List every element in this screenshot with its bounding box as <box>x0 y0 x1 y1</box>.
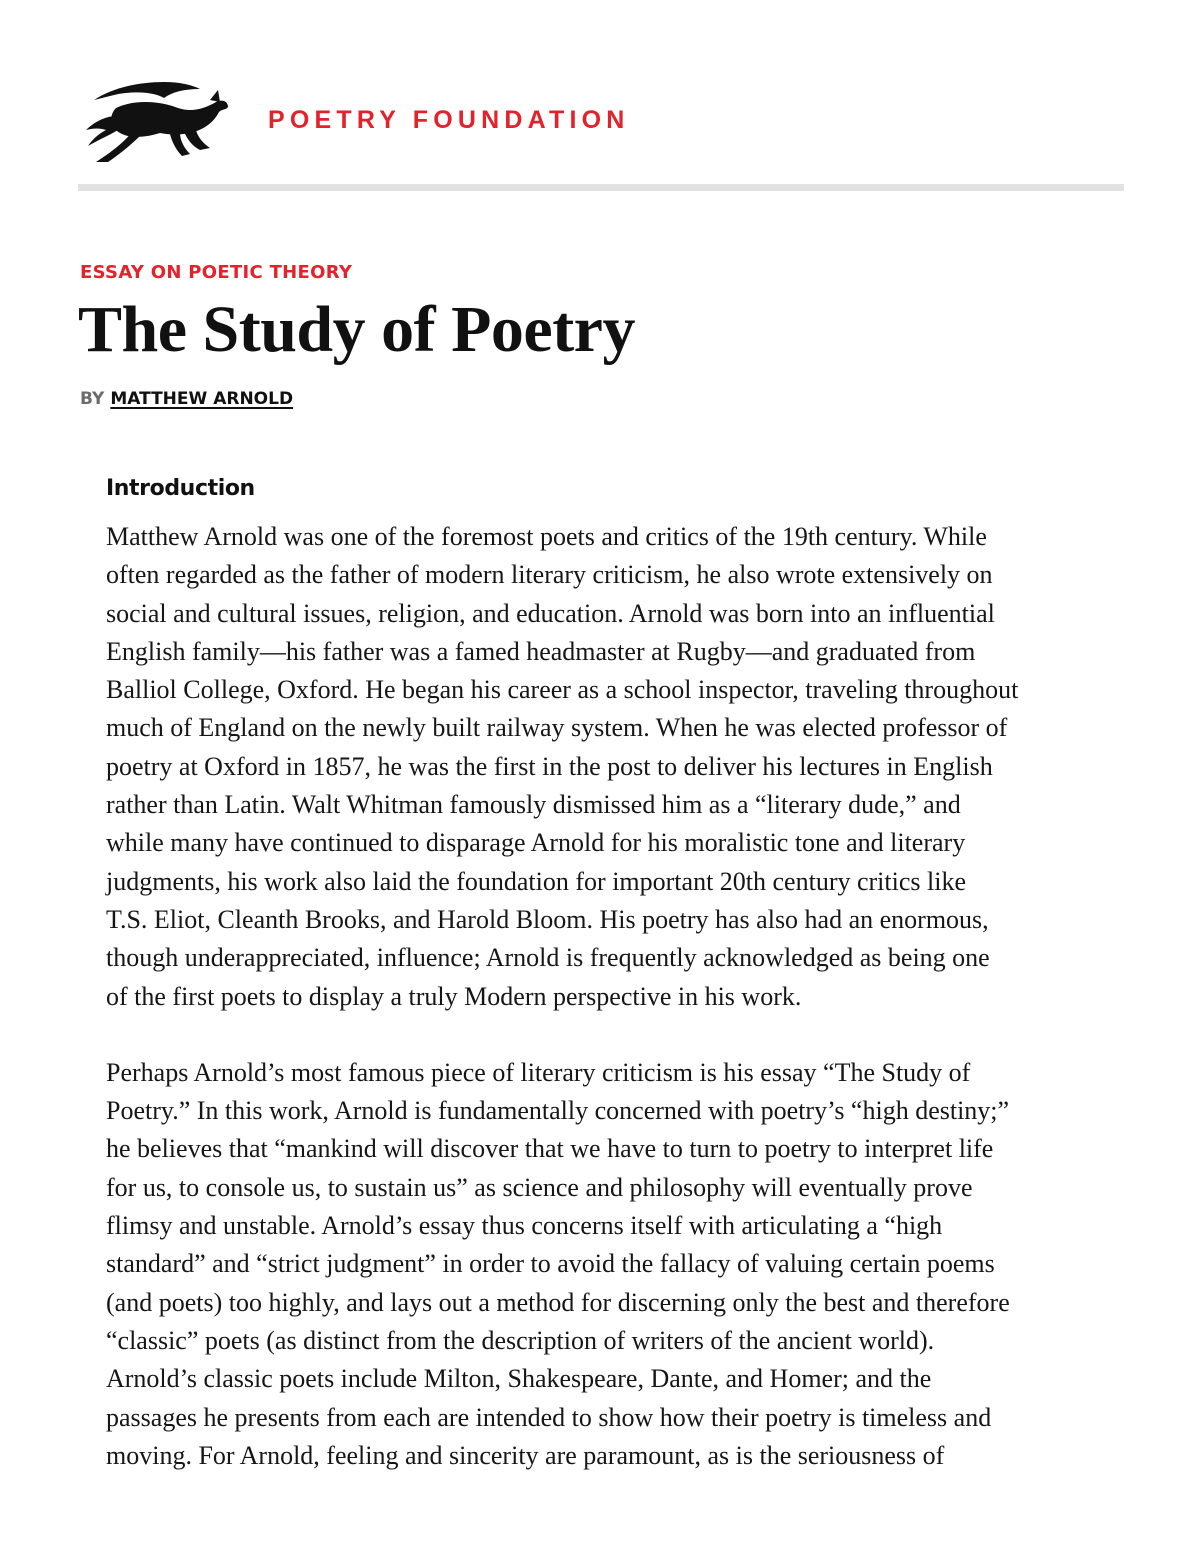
text-line: English family—his father was a famed headmaster at Rugby—and graduated from <box>106 636 976 666</box>
text-line: “classic” poets (as distinct from the description of writers of the ancient world). <box>106 1325 935 1355</box>
text-line: (and poets) too highly, and lays out a method for discerning only the best and therefore <box>106 1287 1010 1317</box>
text-line: rather than Latin. Walt Whitman famously dismissed him as a “literary dude,” and <box>106 790 961 820</box>
article-category: ESSAY ON POETIC THEORY <box>80 262 353 283</box>
article-body <box>106 518 1106 1475</box>
text-line: Perhaps Arnold’s most famous piece of literary criticism is his essay “The Study of <box>106 1057 971 1087</box>
text-line: much of England on the newly built railway system. When he was elected professor of <box>106 713 1008 743</box>
brand-name[interactable]: POETRY FOUNDATION <box>268 106 630 134</box>
section-heading: Introduction <box>106 476 255 501</box>
text-line: Arnold’s classic poets include Milton, Shakespeare, Dante, and Homer; and the <box>106 1364 932 1394</box>
text-line: moving. For Arnold, feeling and sincerity are paramount, as is the seriousness of <box>106 1440 945 1470</box>
byline-prefix: BY <box>80 389 105 409</box>
header-divider <box>78 184 1124 191</box>
byline <box>80 389 293 409</box>
text-line: passages he presents from each are intended to show how their poetry is timeless and <box>106 1402 992 1432</box>
text-line: while many have continued to disparage Arnold for his moralistic tone and literary <box>106 828 966 858</box>
text-line: standard” and “strict judgment” in order to avoid the fallacy of valuing certain poems <box>106 1249 995 1279</box>
text-line: he believes that “mankind will discover that we have to turn to poetry to interpret life <box>106 1134 994 1164</box>
page-title: The Study of Poetry <box>78 293 635 366</box>
paragraph <box>106 518 1106 1016</box>
text-line: often regarded as the father of modern literary criticism, he also wrote extensively on <box>106 560 993 590</box>
text-line: flimsy and unstable. Arnold’s essay thus concerns itself with articulating a “high <box>106 1211 943 1241</box>
site-header <box>78 72 1124 172</box>
text-line: Poetry.” In this work, Arnold is fundamentally concerned with poetry’s “high destiny;” <box>106 1096 1010 1126</box>
pegasus-icon[interactable] <box>80 78 230 164</box>
text-line: judgments, his work also laid the foundation for important 20th century critics like <box>106 866 966 896</box>
author-link[interactable]: MATTHEW ARNOLD <box>110 389 294 409</box>
text-line: T.S. Eliot, Cleanth Brooks, and Harold Bloom. His poetry has also had an enormous, <box>106 904 989 934</box>
text-line: poetry at Oxford in 1857, he was the first in the post to deliver his lectures in English <box>106 751 993 781</box>
text-line: though underappreciated, influence; Arnold is frequently acknowledged as being one <box>106 943 990 973</box>
paragraph <box>106 1054 1106 1475</box>
text-line: of the first poets to display a truly Modern perspective in his work. <box>106 981 802 1011</box>
text-line: social and cultural issues, religion, and education. Arnold was born into an influential <box>106 598 995 628</box>
text-line: Matthew Arnold was one of the foremost poets and critics of the 19th century. While <box>106 522 987 551</box>
text-line: Balliol College, Oxford. He began his career as a school inspector, traveling throughout <box>106 675 1019 705</box>
text-line: for us, to console us, to sustain us” as science and philosophy will eventually prove <box>106 1172 973 1202</box>
